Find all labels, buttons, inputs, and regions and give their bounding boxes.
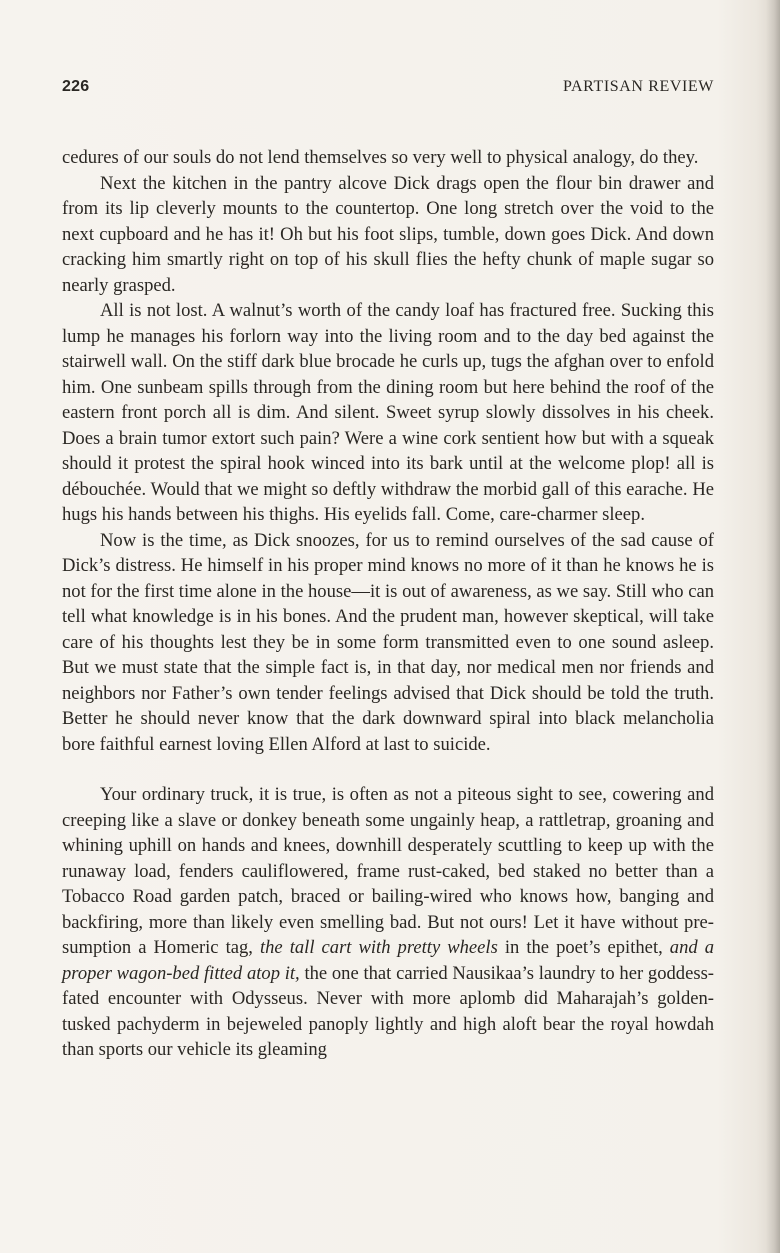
truck-text-middle: in the poet’s epithet, (497, 937, 670, 958)
paragraph-distress: Now is the time, as Dick snoozes, for us to remind ourselves of the sad cause of Dick’s distress. He himself in his proper mind knows no more of it than he knows he is not for the first time alone in the house—it is out of awareness, as we say. Still who can tell what knowledge is in his bones. And the prudent man, however skeptical, will take care of his thoughts lest they be in some form transmitted even to one sound asleep. But we must state that the simple fact is, in that day, nor medical men nor friends and neighbors nor Father’s own tender feelings advised that Dick should be told the truth. Better he should never know that the dark downward spiral into black melancholia bore faithful earnest loving Ellen Alford at last to suicide. (62, 529, 714, 755)
paragraph-truck (62, 782, 714, 1063)
journal-title: PARTISAN REVIEW (562, 78, 714, 95)
body-text (62, 145, 714, 1063)
truck-text-before: Your ordinary truck, it is true, is often as not a piteous sight to see, cowering and creeping like a slave or donkey beneath some ungainly heap, a rattletrap, groaning and whining uphill on hands and knees, downhill desperately scuttling to keep up with the runaway load, fenders cauliflowered, frame rust-caked, bed staked no better than a Tobacco Road garden patch, braced or bailing-wired who knows how, banging and backfiring, more than likely even smelling bad. But not ours! Let it have without presumption a Homeric tag, (62, 784, 714, 958)
paragraph-kitchen: Next the kitchen in the pantry alcove Dick drags open the flour bin drawer and from its lip cleverly mounts to the countertop. One long stretch over the void to the next cupboard and he has it! Oh but his foot slips, tumble, down goes Dick. And down cracking him smartly right on top of his skull flies the hefty chunk of maple sugar so nearly grasped. (62, 172, 714, 296)
paragraph-continuation: cedures of our souls do not lend themselves so very well to physical analogy, do they. (62, 147, 699, 168)
running-head (62, 78, 714, 102)
homeric-tag-italic: the tall cart with pretty wheels (259, 937, 498, 958)
page-edge-shadow (766, 0, 780, 1253)
wagon-bed-italic: and a proper wagon-bed fitted atop it, (62, 937, 714, 984)
paragraph-walnut: All is not lost. A walnut’s worth of the candy loaf has fractured free. Sucking this lump he manages his forlorn way into the living room and to the day bed against the stairwell wall. On the stiff dark blue brocade he curls up, tugs the afghan over to enfold him. One sunbeam spills through from the dining room but here behind the roof of the eastern front porch all is dim. And silent. Sweet syrup slowly dissolves in his cheek. Does a brain tumor extort such pain? Were a wine cork sentient how but with a squeak should it protest the spiral hook winced into its bark until at the welcome plop! all is débouchée. Would that we might so deftly withdraw the morbid gall of this earache. He hugs his hands between his thighs. His eyelids fall. Come, care-charmer sleep. (62, 300, 714, 525)
truck-text-after: the one that carried Nausikaa’s laundry to her goddess-fated encounter with Odysseus. Never with more aplomb did Maharajah’s golden-tusked pachyderm in bejeweled panoply lightly and high aloft bear the royal howdah than sports our vehicle its gleaming (62, 962, 714, 1060)
page-number: 226 (62, 78, 90, 95)
